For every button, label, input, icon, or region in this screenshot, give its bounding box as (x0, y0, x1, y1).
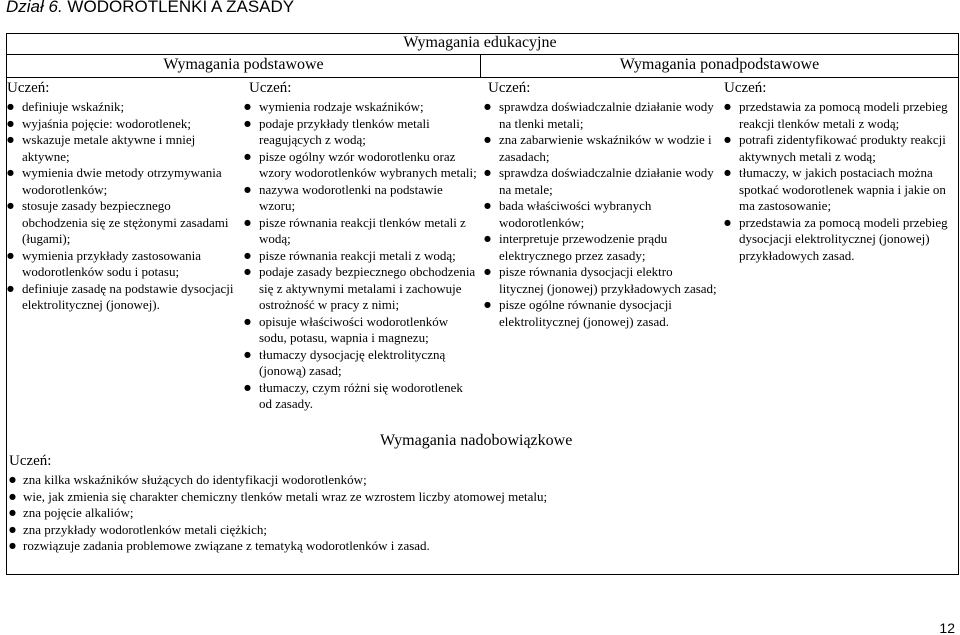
list-item: ● zna przykłady wodorotlenków metali ciężkich; (7, 522, 947, 539)
list-item: ● bada właściwości wybranych wodorotlenków; (482, 198, 718, 231)
list-item: ● pisze ogólny wzór wodorotlenku oraz wzory wodorotlenków wybranych metali; (242, 149, 478, 182)
list-item: ● podaje zasady bezpiecznego obchodzenia się z aktywnymi metalami i zachowuje ostrożność w pracy z nimi; (242, 264, 478, 314)
list-item: ● opisuje właściwości wodorotlenków sodu, potasu, wapnia i magnezu; (242, 314, 478, 347)
list-item: ● pisze równania reakcji metali z wodą; (242, 248, 478, 265)
requirements-table (6, 33, 959, 575)
header-extra: Wymagania nadobowiązkowe (380, 432, 573, 449)
list-item: ● tłumaczy dysocjację elektrolityczną (jonową) zasad; (242, 347, 478, 380)
list-item: ● definiuje zasadę na podstawie dysocjacji elektrolitycznej (jonowej). (7, 281, 239, 314)
list-item: ● przedstawia za pomocą modeli przebieg reakcji tlenków metali z wodą; (724, 99, 956, 132)
list-item: ● interpretuje przewodzenie prądu elektrycznego przez zasady; (482, 231, 718, 264)
list-item: ● pisze równania reakcji tlenków metali z wodą; (242, 215, 478, 248)
list-item: ● tłumaczy, w jakich postaciach można spotkać wodorotlenek wapnia i jakie on ma zastosowanie; (724, 165, 956, 215)
requirements-list (724, 99, 956, 264)
student-label: Uczeń: (488, 80, 531, 96)
list-item: ● sprawdza doświadczalnie działanie wody na tlenki metali; (482, 99, 718, 132)
list-item: ● wie, jak zmienia się charakter chemiczny tlenków metali wraz ze wzrostem liczby atomowej metalu; (7, 489, 947, 506)
rule-below-sub-headers (7, 77, 958, 78)
requirements-list (482, 99, 718, 330)
list-item: ● zna kilka wskaźników służących do identyfikacji wodorotlenków; (7, 472, 947, 489)
list-item: ● wskazuje metale aktywne i mniej aktywne; (7, 132, 239, 165)
list-item: ● wymienia przykłady zastosowania wodorotlenków sodu i potasu; (7, 248, 239, 281)
section-label: Dział 6. (6, 0, 63, 16)
student-label: Uczeń: (249, 80, 292, 96)
column-above-2 (724, 79, 956, 264)
column-basic-1 (7, 79, 239, 314)
student-label: Uczeń: (9, 453, 52, 469)
column-above-1 (482, 79, 718, 330)
list-item: ● wymienia dwie metody otrzymywania wodorotlenków; (7, 165, 239, 198)
list-item: ● sprawdza doświadczalnie działanie wody na metale; (482, 165, 718, 198)
list-item: ● zna pojęcie alkaliów; (7, 505, 947, 522)
list-item: ● wyjaśnia pojęcie: wodorotlenek; (7, 116, 239, 133)
list-item: ● pisze równania dysocjacji elektro litycznej (jonowej) przykładowych zasad; (482, 264, 718, 297)
list-item: ● rozwiązuje zadania problemowe związane z tematyką wodorotlenków i zasad. (7, 538, 947, 555)
rule-below-main-header (7, 54, 958, 55)
header-main: Wymagania edukacyjne (403, 34, 557, 51)
student-label: Uczeń: (724, 80, 767, 96)
requirements-list (242, 99, 478, 413)
list-item: ● zna zabarwienie wskaźników w wodzie i zasadach; (482, 132, 718, 165)
page-number: 12 (939, 620, 955, 635)
list-item: ● definiuje wskaźnik; (7, 99, 239, 116)
list-item: ● podaje przykłady tlenków metali reagujących z wodą; (242, 116, 478, 149)
list-item: ● nazywa wodorotlenki na podstawie wzoru; (242, 182, 478, 215)
column-basic-2 (242, 79, 478, 413)
section-heading (6, 0, 294, 17)
section-title: WODOROTLENKI A ZASADY (67, 0, 295, 16)
list-item: ● przedstawia za pomocą modeli przebieg dysocjacji elektrolitycznej (jonowej) przykładowych zasad. (724, 215, 956, 265)
requirements-list (7, 99, 239, 314)
student-label: Uczeń: (7, 80, 50, 96)
column-extra (7, 452, 947, 555)
list-item: ● tłumaczy, czym różni się wodorotlenek od zasady. (242, 380, 478, 413)
header-divider (480, 54, 481, 77)
list-item: ● potrafi zidentyfikować produkty reakcji aktywnych metali z wodą; (724, 132, 956, 165)
requirements-list (7, 472, 947, 555)
header-above: Wymagania ponadpodstawowe (619, 56, 820, 73)
header-basic: Wymagania podstawowe (163, 56, 324, 73)
list-item: ● pisze ogólne równanie dysocjacji elektrolitycznej (jonowej) zasad. (482, 297, 718, 330)
list-item: ● wymienia rodzaje wskaźników; (242, 99, 478, 116)
list-item: ● stosuje zasady bezpiecznego obchodzenia się ze stężonymi zasadami (ługami); (7, 198, 239, 248)
